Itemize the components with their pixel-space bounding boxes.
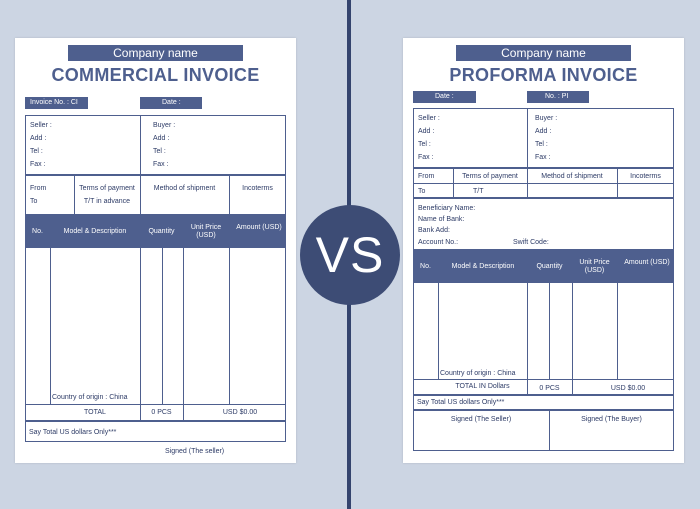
terms-of-payment-label: Terms of payment <box>79 185 135 192</box>
country-of-origin: Country of origin : China <box>440 370 516 377</box>
buyer-tel-label: Tel : <box>153 148 166 155</box>
method-of-shipment-label: Method of shipment <box>153 185 216 192</box>
buyer-label: Buyer : <box>153 122 176 129</box>
body-col-line-3 <box>549 282 550 379</box>
seller-fax-label: Fax : <box>418 154 434 161</box>
proforma-company-name: Company name <box>456 45 631 61</box>
seller-tel-label: Tel : <box>418 141 431 148</box>
country-of-origin: Country of origin : China <box>52 394 128 401</box>
buyer-fax-label: Fax : <box>535 154 551 161</box>
incoterms-label: Incoterms <box>242 185 273 192</box>
col-quantity-header: Quantity <box>536 263 563 270</box>
terms-of-payment-value: T/T in advance <box>83 198 131 205</box>
shipping-divider-3 <box>229 175 230 215</box>
commercial-shipping-box <box>25 175 286 215</box>
shipping-divider-2 <box>140 175 141 215</box>
seller-label: Seller : <box>30 122 52 129</box>
total-amount: USD $0.00 <box>610 385 646 392</box>
to-label: To <box>30 198 38 205</box>
method-of-shipment-label: Method of shipment <box>541 173 603 180</box>
buyer-label: Buyer : <box>535 115 558 122</box>
seller-tel-label: Tel : <box>30 148 43 155</box>
body-origin-line <box>413 379 674 380</box>
shipping-divider-1 <box>74 175 75 215</box>
col-unit-price-header: Unit Price (USD) <box>579 259 610 274</box>
col-amount-header: Amount (USD) <box>236 224 282 231</box>
body-col-line-1 <box>438 282 439 379</box>
body-col-line-5 <box>229 247 230 404</box>
bank-name-label: Name of Bank: <box>418 216 465 223</box>
say-total-text: Say Total US dollars Only*** <box>29 429 117 436</box>
col-quantity-header: Quantity <box>148 228 175 235</box>
buyer-fax-label: Fax : <box>153 161 169 168</box>
beneficiary-name-label: Beneficiary Name: <box>418 205 476 212</box>
party-divider <box>527 108 528 168</box>
bank-add-label: Bank Add: <box>418 227 450 234</box>
proforma-invoice-sheet <box>403 38 684 463</box>
commercial-invoice-no: Invoice No. : CI <box>25 97 88 109</box>
col-amount-header: Amount (USD) <box>624 259 670 266</box>
proforma-no: No. : PI <box>527 91 589 103</box>
from-label: From <box>418 173 435 180</box>
body-col-line-5 <box>617 282 618 379</box>
commercial-date: Date : <box>140 97 202 109</box>
body-col-line-2 <box>140 247 141 421</box>
col-no-header: No. <box>420 263 431 270</box>
col-description-header: Model & Description <box>63 228 127 235</box>
terms-of-payment-label: Terms of payment <box>462 173 518 180</box>
total-label: TOTAL <box>84 409 106 416</box>
total-amount: USD $0.00 <box>222 409 258 416</box>
signed-seller-text: Signed (The Seller) <box>450 416 512 423</box>
to-label: To <box>418 188 426 195</box>
seller-add-label: Add : <box>418 128 435 135</box>
body-origin-line <box>25 404 286 405</box>
seller-add-label: Add : <box>30 135 47 142</box>
body-col-line-3 <box>162 247 163 404</box>
from-label: From <box>30 185 47 192</box>
signed-seller-text: Signed (The seller) <box>165 448 225 455</box>
col-unit-price-header: Unit Price (USD) <box>190 224 222 239</box>
proforma-invoice-title: PROFORMA INVOICE <box>449 65 638 85</box>
total-quantity: 0 PCS <box>539 385 560 392</box>
vs-badge: VS <box>300 205 400 305</box>
seller-fax-label: Fax : <box>30 161 46 168</box>
seller-label: Seller : <box>418 115 440 122</box>
party-divider <box>140 115 141 175</box>
commercial-invoice-title: COMMERCIAL INVOICE <box>51 65 260 85</box>
incoterms-label: Incoterms <box>630 173 661 180</box>
col-description-header: Model & Description <box>451 263 515 270</box>
swift-code-label: Swift Code: <box>513 239 549 246</box>
buyer-add-label: Add : <box>535 128 552 135</box>
body-col-line-1 <box>50 247 51 404</box>
buyer-add-label: Add : <box>153 135 170 142</box>
total-label: TOTAL IN Dollars <box>455 383 510 390</box>
commercial-company-name: Company name <box>68 45 243 61</box>
account-no-label: Account No.: <box>418 239 459 246</box>
body-col-line-4 <box>183 247 184 421</box>
buyer-tel-label: Tel : <box>535 141 548 148</box>
col-no-header: No. <box>32 228 43 235</box>
signed-buyer-text: Signed (The Buyer) <box>581 416 642 423</box>
commercial-invoice-sheet <box>15 38 296 463</box>
say-total-text: Say Total US dollars Only*** <box>417 399 505 406</box>
proforma-date: Date : <box>413 91 476 103</box>
total-quantity: 0 PCS <box>151 409 172 416</box>
terms-of-payment-value: T/T <box>473 188 484 195</box>
